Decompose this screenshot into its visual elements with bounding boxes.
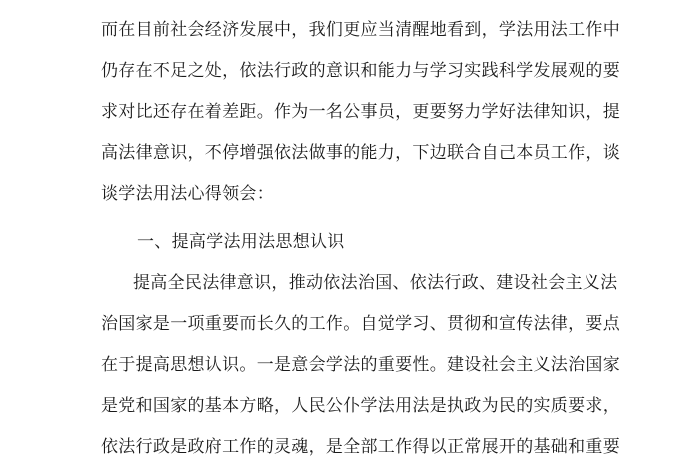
paragraph-2-line-2: 治国家是一项重要而长久的工作。自觉学习、贯彻和宣传法律，要点: [101, 314, 620, 334]
paragraph-1-line-3: 求对比还存在着差距。作为一名公事员，更要努力学好法律知识，提: [101, 102, 620, 122]
section-heading: 一、提高学法用法思想认识: [137, 232, 345, 252]
paragraph-1-line-2: 仍存在不足之处，依法行政的意识和能力与学习实践科学发展观的要: [101, 61, 620, 81]
paragraph-2-line-1: 提高全民法律意识，推动依法治国、依法行政、建设社会主义法: [133, 273, 618, 293]
paragraph-1-line-4: 高法律意识，不停增强依法做事的能力，下边联合自己本员工作，谈: [101, 143, 620, 163]
paragraph-1-line-5: 谈学法用法心得领会：: [101, 184, 274, 204]
paragraph-1-line-1: 而在目前社会经济发展中，我们更应当清醒地看到，学法用法工作中: [101, 20, 620, 40]
paragraph-2-line-4: 是党和国家的基本方略，人民公仆学法用法是执政为民的实质要求，: [101, 396, 620, 416]
paragraph-2-line-5: 依法行政是政府工作的灵魂，是全部工作得以正常展开的基础和重要: [101, 437, 620, 457]
paragraph-2-line-3: 在于提高思想认识。一是意会学法的重要性。建设社会主义法治国家: [101, 355, 620, 375]
